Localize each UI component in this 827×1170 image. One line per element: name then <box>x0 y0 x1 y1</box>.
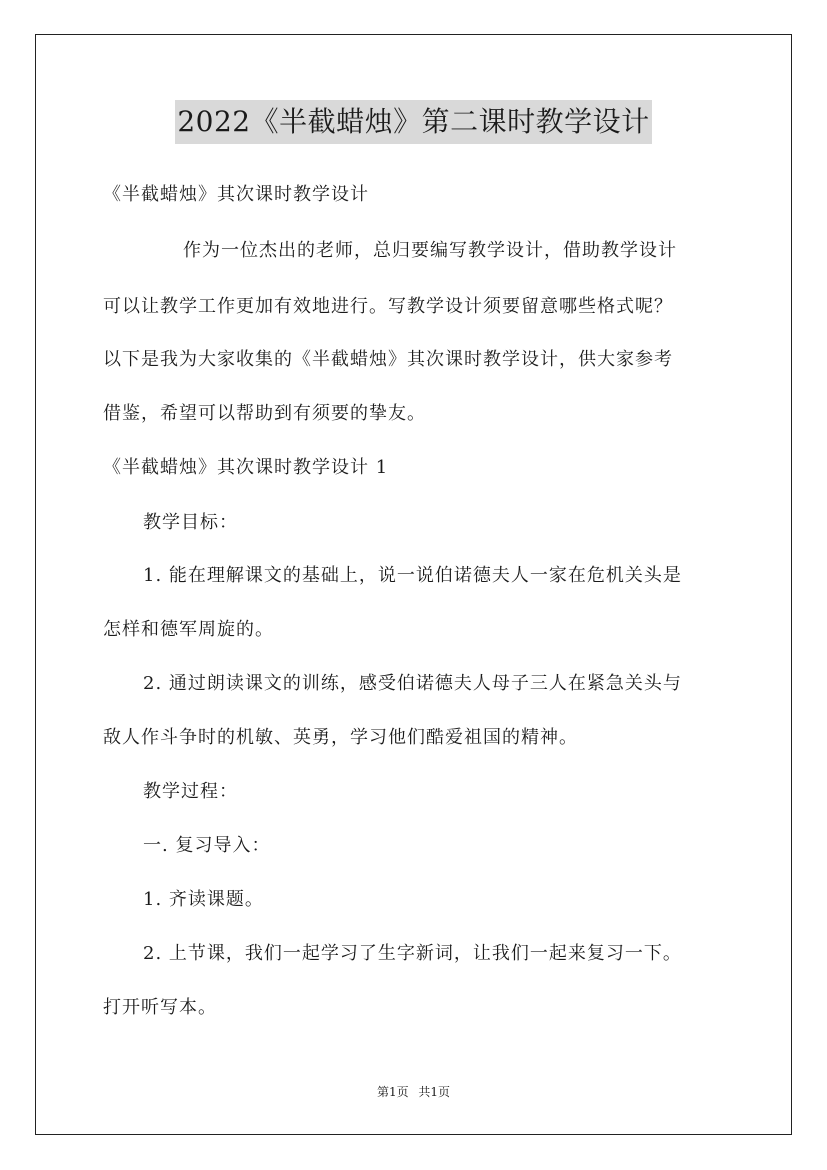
page-total: 共1页 <box>418 1085 451 1099</box>
process-label: 教学过程： <box>143 781 238 802</box>
goal-line: 2. 通过朗读课文的训练，感受伯诺德夫人母子三人在紧急关头与 <box>143 673 682 694</box>
step-item: 2. 上节课，我们一起学习了生字新词，让我们一起来复习一下。 <box>143 943 682 964</box>
intro-line: 借鉴，希望可以帮助到有须要的挚友。 <box>103 403 426 424</box>
goal-line: 敌人作斗争时的机敏、英勇，学习他们酷爱祖国的精神。 <box>103 727 578 748</box>
page-current: 第1页 <box>376 1085 409 1099</box>
intro-line: 作为一位杰出的老师，总归要编写教学设计，借助教学设计 <box>183 240 677 261</box>
document-title: 2022《半截蜡烛》第二课时教学设计 <box>175 100 651 144</box>
goal-line: 怎样和德军周旋的。 <box>103 619 274 640</box>
intro-line: 可以让教学工作更加有效地进行。写教学设计须要留意哪些格式呢？ <box>103 296 673 317</box>
step-item: 1. 齐读课题。 <box>143 889 264 910</box>
goal-line: 1. 能在理解课文的基础上，说一说伯诺德夫人一家在危机关头是 <box>143 565 682 586</box>
page-footer <box>0 1083 827 1100</box>
title-container <box>0 100 827 144</box>
intro-line: 以下是我为大家收集的《半截蜡烛》其次课时教学设计，供大家参考 <box>103 349 673 370</box>
step-heading: 一. 复习导入： <box>143 835 271 856</box>
goals-label: 教学目标： <box>143 512 238 533</box>
document-subtitle: 《半截蜡烛》其次课时教学设计 <box>103 184 369 205</box>
step-item: 打开听写本。 <box>103 997 217 1018</box>
section-heading: 《半截蜡烛》其次课时教学设计 1 <box>103 457 389 478</box>
